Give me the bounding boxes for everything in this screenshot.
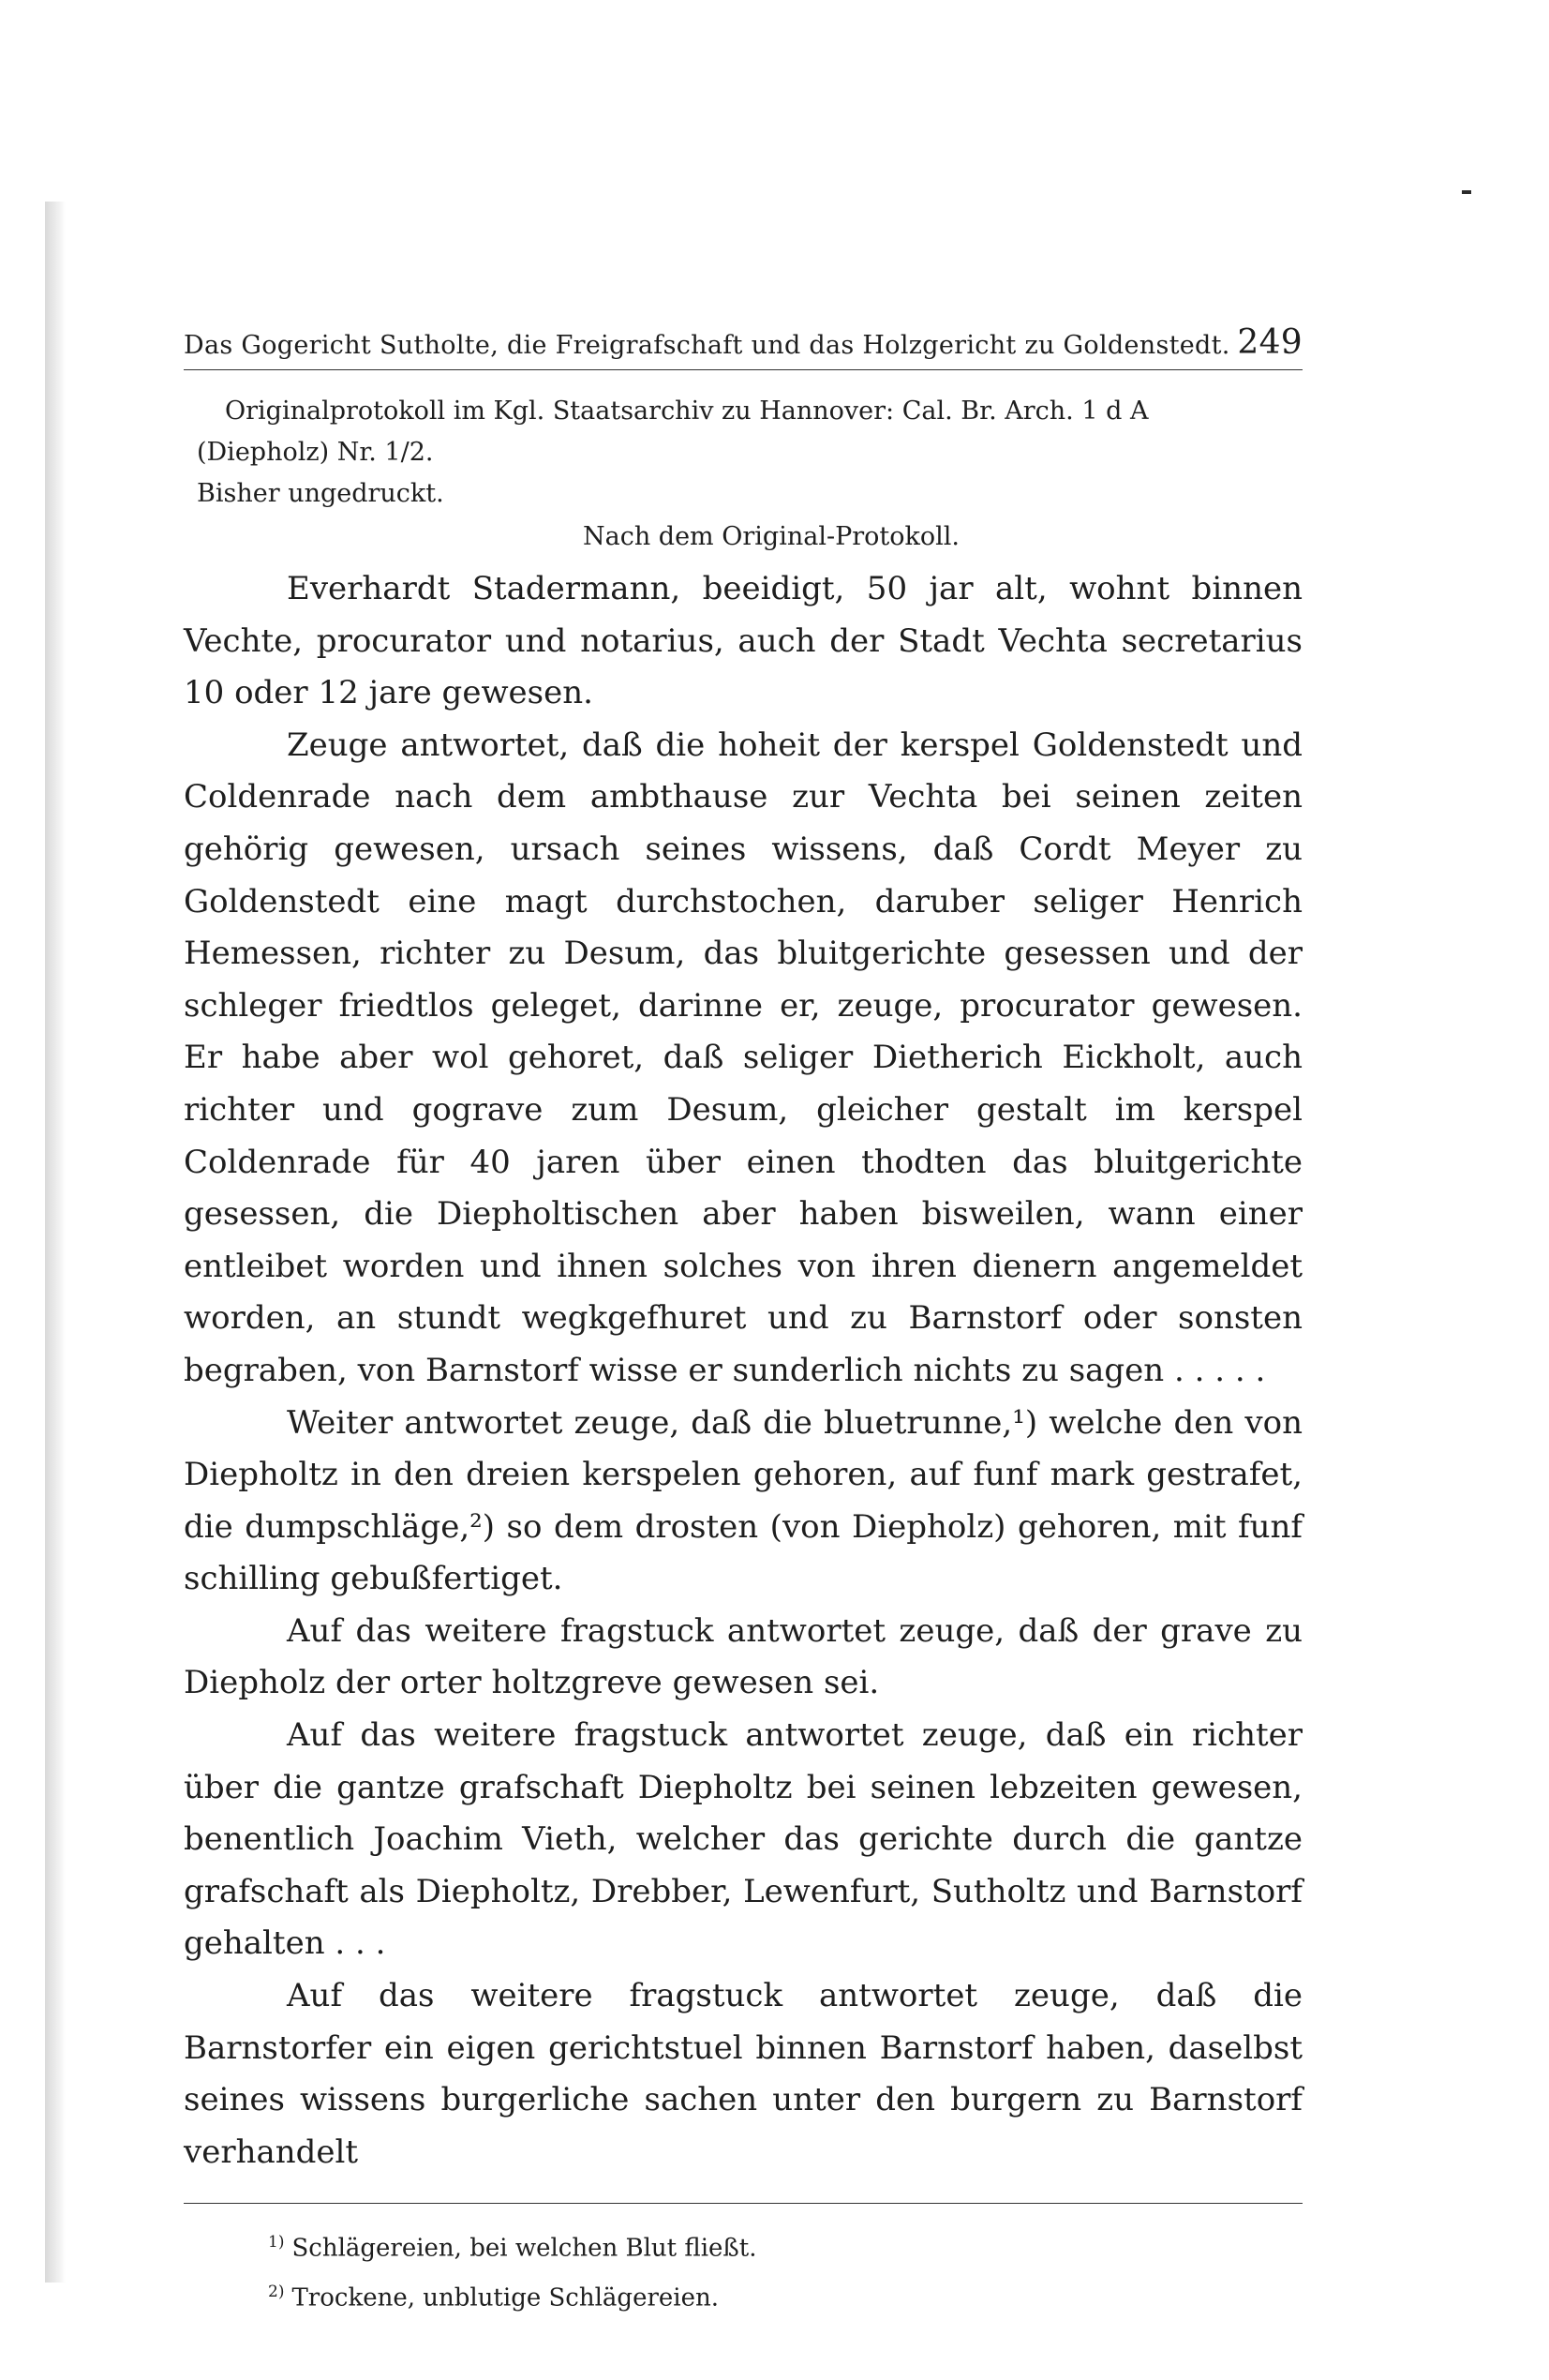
source-note-line: Originalprotokoll im Kgl. Staatsarchiv zu Hannover: Cal. Br. Arch. 1 d A — [225, 397, 1149, 426]
paragraph: Everhardt Stadermann, beeidigt, 50 jar alt, wohnt binnen Vechte, procurator und notarius, auch der Stadt Vechta secretarius 10 oder 12 jare gewesen. — [184, 570, 1303, 712]
book-page — [184, 323, 1303, 2320]
footnote — [268, 2270, 1303, 2320]
paragraph: Zeuge antwortet, daß die hoheit der kerspel Goldenstedt und Coldenrade nach dem ambthause zur Vechta bei seinen zeiten gehörig gewesen, ursach seines wissens, daß Cordt Meyer zu Goldenstedt eine magt durchstochen, daruber seliger Henrich Hemessen, richter zu Desum, das bluitgerichte gesessen und der schleger friedtlos geleget, darinne er, zeuge, procurator gewesen. Er habe aber wol gehoret, daß seliger Dietherich Eickholt, auch richter und gograve zum Desum, gleicher gestalt im kerspel Coldenrade für 40 jaren über einen thodten das bluitgerichte gesessen, die Diepholtischen aber haben bisweilen, wann einer entleibet worden und ihnen solches von ihren dienern angemeldet worden, an stundt wegkgefhuret und zu Barnstorf oder sonsten begraben, von Barnstorf wisse er sunderlich nichts zu sagen . . . . . — [184, 726, 1303, 1389]
footnote — [268, 2221, 1303, 2270]
paragraph: Auf das weitere fragstuck antwortet zeuge, daß ein richter über die gantze grafschaft Diepholtz bei seinen lebzeiten gewesen, benentlich Joachim Vieth, welcher das gerichte durch die gantze grafschaft als Diepholtz, Drebber, Lewenfurt, Sutholtz und Barnstorf gehalten . . . — [184, 1716, 1303, 1963]
scan-edge-shadow — [45, 202, 66, 2283]
paragraph: Weiter antwortet zeuge, daß die bluetrunne,¹) welche den von Diepholtz in den dreien kerspelen gehoren, auf funf mark gestrafet, die dumpschläge,²) so dem drosten (von Diepholz) gehoren, mit funf schilling gebußfertiget. — [184, 1403, 1303, 1598]
source-note — [184, 391, 1303, 515]
source-note-line: (Diepholz) Nr. 1/2. — [197, 438, 434, 467]
paragraph: Auf das weitere fragstuck antwortet zeuge, daß die Barnstorfer ein eigen gerichtstuel binnen Barnstorf haben, daselbst seines wissens burgerliche sachen unter den burgern zu Barnstorf verhandelt — [184, 1977, 1303, 2171]
body-text — [184, 563, 1303, 2178]
footnote-mark: 2) — [268, 2283, 285, 2302]
running-head-title: Das Gogericht Sutholte, die Freigrafschaft und das Holzgericht zu Goldenstedt. — [184, 331, 1230, 360]
paragraph: Auf das weitere fragstuck antwortet zeuge, daß der grave zu Diepholz der orter holtzgreve gewesen sei. — [184, 1611, 1303, 1702]
footnote-text: Schlägereien, bei welchen Blut fließt. — [291, 2235, 757, 2264]
scan-speck — [1462, 190, 1471, 194]
footnote-mark: 1) — [268, 2233, 285, 2253]
running-head — [184, 323, 1303, 370]
source-note-line: Bisher ungedruckt. — [197, 479, 444, 508]
footnote-divider — [184, 2203, 1303, 2204]
page-number: 249 — [1237, 323, 1303, 362]
section-heading: Nach dem Original-Protokoll. — [582, 522, 960, 551]
footnote-text: Trockene, unblutige Schlägereien. — [291, 2283, 719, 2313]
footnotes — [184, 2221, 1303, 2319]
